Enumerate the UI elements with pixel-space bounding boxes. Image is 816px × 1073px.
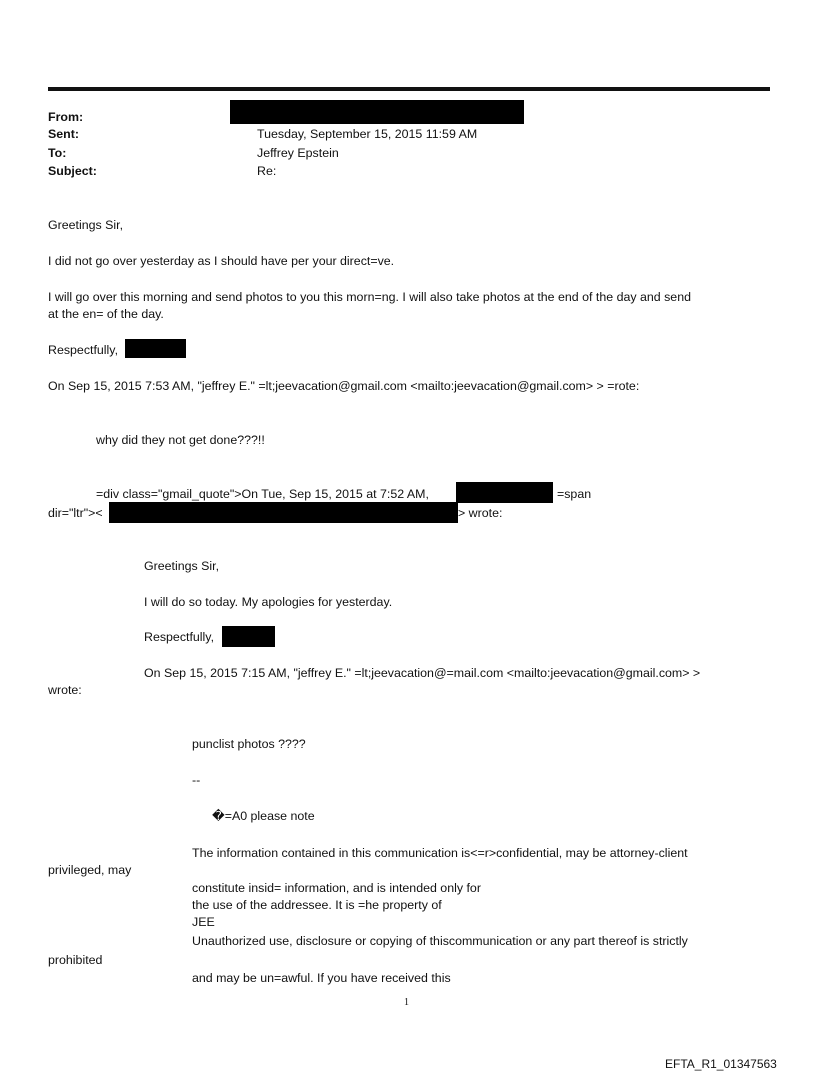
quote-2-line-1a: =div class="gmail_quote">On Tue, Sep 15, 2015 at 7:52 AM, — [96, 487, 429, 501]
to-value: Jeffrey Epstein — [257, 146, 339, 160]
signature-dashes: -- — [192, 773, 201, 787]
subject-label: Subject: — [48, 164, 97, 178]
disclaimer-line-5-wrap: prohibited — [48, 953, 103, 967]
redaction-quote-2-signature — [222, 626, 275, 647]
redaction-sender — [230, 100, 524, 124]
quote-2-signoff: Respectfully, — [144, 630, 215, 644]
quote-3-text: punclist photos ???? — [192, 737, 306, 751]
quote-2-line-2b: > wrote: — [458, 506, 503, 520]
redaction-signature — [125, 339, 186, 358]
disclaimer-line-6: and may be un=awful. If you have received this — [192, 971, 451, 985]
redaction-quote-2-address — [109, 502, 458, 523]
sent-value: Tuesday, September 15, 2015 11:59 AM — [257, 127, 478, 141]
quote-1-text: why did they not get done???!! — [96, 433, 265, 447]
disclaimer-line-5: Unauthorized use, disclosure or copying of thiscommunication or any part thereof is strictly — [192, 934, 688, 948]
document-id: EFTA_R1_01347563 — [665, 1057, 777, 1071]
paragraph-2-line-2: at the en= of the day. — [48, 307, 164, 321]
from-label: From: — [48, 110, 84, 124]
subject-value: Re: — [257, 164, 277, 178]
disclaimer-line-2: constitute insid= information, and is intended only for — [192, 881, 481, 895]
to-label: To: — [48, 146, 67, 160]
quote-1-header: On Sep 15, 2015 7:53 AM, "jeffrey E." =lt;jeevacation@gmail.com <mailto:jeevacation@gmail.com> > =rote: — [48, 379, 640, 393]
sent-label: Sent: — [48, 127, 79, 141]
header-rule — [48, 87, 770, 91]
quote-2-paragraph: I will do so today. My apologies for yesterday. — [144, 595, 393, 609]
quote-2-greeting: Greetings Sir, — [144, 559, 220, 573]
disclaimer-line-3: the use of the addressee. It is =he property of — [192, 898, 442, 912]
paragraph-1: I did not go over yesterday as I should have per your direct=ve. — [48, 254, 395, 268]
greeting: Greetings Sir, — [48, 218, 124, 232]
disclaimer-line-1-wrap: privileged, may — [48, 863, 132, 877]
please-note: �=A0 please note — [212, 809, 315, 823]
disclaimer-line-1: The information contained in this communication is<=r>confidential, may be attorney-client — [192, 846, 688, 860]
disclaimer-line-4: JEE — [192, 915, 215, 929]
redaction-quote-2-sender — [456, 482, 553, 503]
quote-2-header-line-2: wrote: — [48, 683, 82, 697]
quote-2-line-1b: =span — [557, 487, 592, 501]
signoff: Respectfully, — [48, 343, 119, 357]
page-number: 1 — [404, 997, 409, 1008]
paragraph-2-line-1: I will go over this morning and send photos to you this morn=ng. I will also take photos at the end of the day and send — [48, 290, 691, 304]
quote-2-header-line-1: On Sep 15, 2015 7:15 AM, "jeffrey E." =lt;jeevacation@=mail.com <mailto:jeevacation@gmail.com> > — [144, 666, 701, 680]
quote-2-line-2a: dir="ltr">< — [48, 506, 103, 520]
